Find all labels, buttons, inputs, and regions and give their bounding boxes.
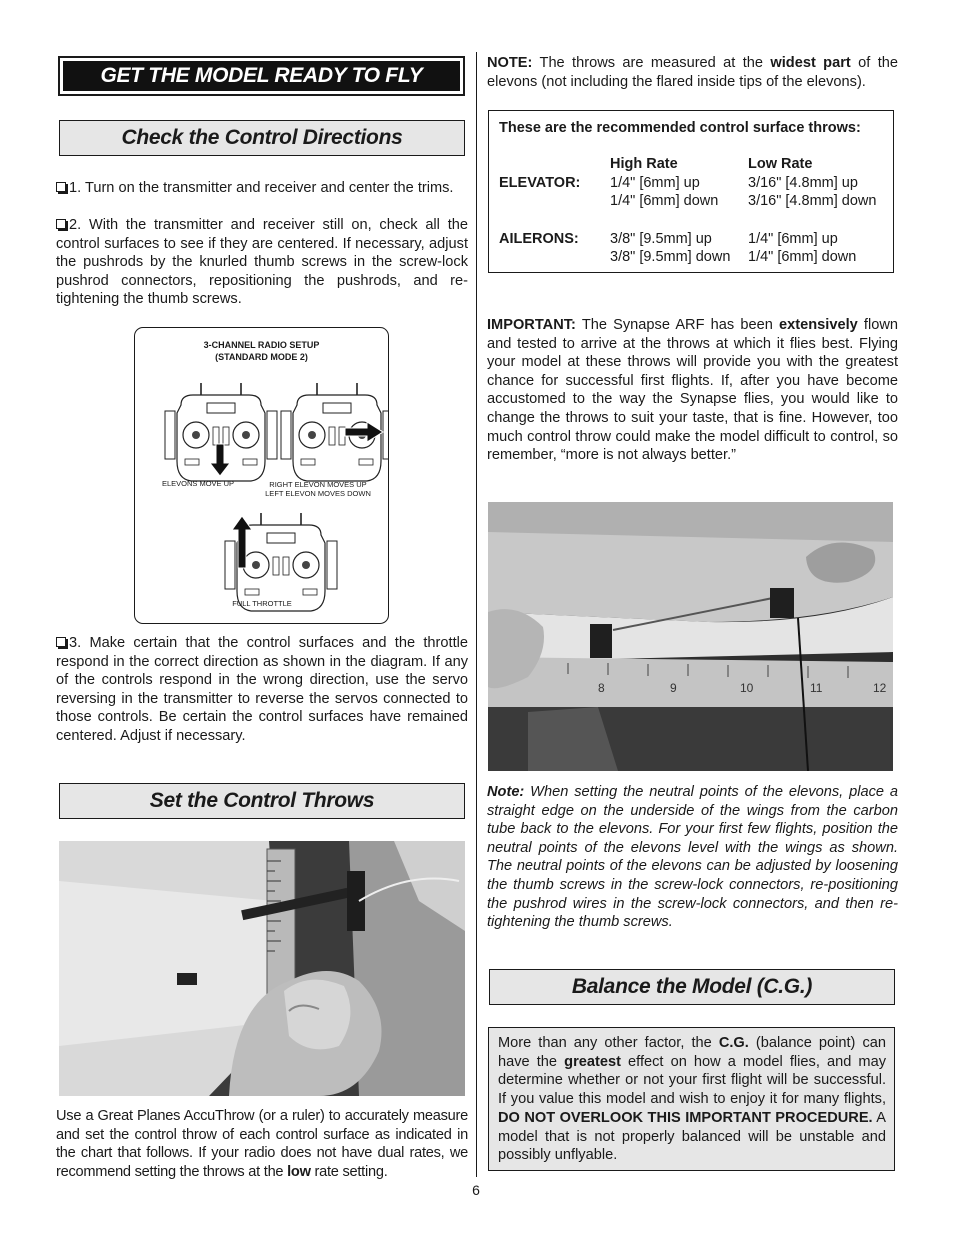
elevator-high-up: 1/4" [6mm] up xyxy=(610,175,700,191)
photo-note-text: When setting the neutral points of the elevons, place a straight edge on the underside of the wings from the carbon tube back to the elevons. For your first few flights, position the neutral points of the elevons level with the wings as shown. The neutral points of the elevons can be adjusted by loosening the thumb screws in the screw-lock connectors, re-positioning the pushrod wires in the screw-lock connectors, and then re-tightening the thumb screws. xyxy=(487,784,898,931)
throws-table xyxy=(488,110,894,273)
photo-note-paragraph xyxy=(487,783,898,932)
transmitter-illustrations xyxy=(135,328,388,623)
row-ailerons-name: AILERONS: xyxy=(499,231,579,247)
ailerons-low-up: 1/4" [6mm] up xyxy=(748,231,838,247)
note-text-end: of the elevons (not including the flared inside tips of the elevons). xyxy=(487,55,898,90)
important-paragraph xyxy=(487,316,898,465)
checkbox-icon[interactable] xyxy=(56,182,66,192)
ailerons-high-down: 3/8" [9.5mm] down xyxy=(610,249,731,265)
important-bold: extensively xyxy=(779,317,858,333)
col-high-rate: High Rate xyxy=(610,156,678,172)
row-elevator-name: ELEVATOR: xyxy=(499,175,581,191)
important-text: The Synapse ARF has been xyxy=(575,317,780,333)
diagram-title-line1: 3-CHANNEL RADIO SETUP xyxy=(203,340,320,350)
label-right-elevon xyxy=(257,480,379,498)
cg-bold: DO NOT OVERLOOK THIS IMPORTANT PROCEDURE. xyxy=(498,1109,873,1126)
accuthrow-photo xyxy=(59,841,465,1096)
step-1 xyxy=(56,179,468,198)
checkbox-icon[interactable] xyxy=(56,219,66,229)
cg-text: effect on how a model flies, and may determine whether or not your first flight will be successful. If you value this model and wish to enjoy it for many flights, xyxy=(498,1053,886,1108)
note-paragraph xyxy=(487,54,898,91)
label-full-throttle: FULL THROTTLE xyxy=(232,599,292,608)
wing-neutral-photo xyxy=(488,502,893,771)
ruler-number: 8 xyxy=(598,681,605,695)
cg-bold: C.G. xyxy=(718,1035,749,1051)
ruler-number: 10 xyxy=(740,681,754,695)
step-2 xyxy=(56,216,468,309)
set-throws-heading: Set the Control Throws xyxy=(59,783,465,819)
label-elevons-up: ELEVONS MOVE UP xyxy=(161,479,235,488)
note-text: The throws are measured at the xyxy=(532,55,771,71)
cg-text: A model that is not properly balanced will be unstable and possibly unflyable. xyxy=(498,1109,886,1164)
label-right-line2: LEFT ELEVON MOVES DOWN xyxy=(265,489,371,498)
elevator-low-down: 3/16" [4.8mm] down xyxy=(748,193,877,209)
main-banner-title: GET THE MODEL READY TO FLY xyxy=(63,61,460,91)
main-banner xyxy=(58,56,465,96)
throws-table-caption: These are the recommended control surface throws: xyxy=(499,120,861,136)
label-right-line1: RIGHT ELEVON MOVES UP xyxy=(269,480,367,489)
diagram-title-line2: (STANDARD MODE 2) xyxy=(215,352,308,362)
accuthrow-paragraph xyxy=(56,1107,468,1181)
accuthrow-text-end: rate setting. xyxy=(310,1163,388,1180)
balance-heading: Balance the Model (C.G.) xyxy=(489,969,895,1005)
note-label: NOTE: xyxy=(487,55,533,71)
cg-bold: greatest xyxy=(564,1053,621,1070)
accuthrow-bold: low xyxy=(287,1163,311,1180)
important-text-end: flown and tested to arrive at the throws at which it flies best. Flying your model at these throws will provide you with the greatest chance for successful first flights. If, after you have become accustomed to the way the Synapse flies, you would like to change the throws to suit your taste, that is fine. However, too much control throw could make the model difficult to control, so remember, “more is not always better.” xyxy=(487,317,898,464)
step-2-text: 2. With the transmitter and receiver still on, check all the control surfaces to see if they are centered. If necessary, adjust the pushrods by the knurled thumb screws in the screw-lock pushrod connectors, repositioning the pushrods, and re-tightening the thumb screws. xyxy=(56,217,468,308)
elevator-low-up: 3/16" [4.8mm] up xyxy=(748,175,858,191)
ailerons-low-down: 1/4" [6mm] down xyxy=(748,249,857,265)
step-3-text: 3. Make certain that the control surfaces and the throttle respond in the correct direction as shown in the diagram. If any of the controls respond in the wrong direction, use the servo reversing in the transmitter to reverse the servos connected to those controls. Be certain the control surfaces have remained centered. Adjust if necessary. xyxy=(56,635,468,744)
elevator-high-down: 1/4" [6mm] down xyxy=(610,193,719,209)
cg-text: (balance point) can have the xyxy=(498,1035,886,1070)
radio-setup-diagram xyxy=(134,327,389,624)
page-number: 6 xyxy=(472,1182,480,1198)
checkbox-icon[interactable] xyxy=(56,637,66,647)
step-3 xyxy=(56,634,468,746)
accuthrow-text: Use a Great Planes AccuThrow (or a ruler) to accurately measure and set the control throw of each control surface as indicated in the chart that follows. If your radio does not have dual rates, we recommend setting the throws at the xyxy=(56,1108,468,1180)
important-label: IMPORTANT: xyxy=(487,317,576,333)
ruler-number: 12 xyxy=(873,681,887,695)
note-bold: widest part xyxy=(770,55,851,71)
ruler-number: 9 xyxy=(670,681,677,695)
ailerons-high-up: 3/8" [9.5mm] up xyxy=(610,231,712,247)
ruler-number: 11 xyxy=(810,681,823,695)
step-1-text: 1. Turn on the transmitter and receiver and center the trims. xyxy=(69,180,454,196)
col-low-rate: Low Rate xyxy=(748,156,813,172)
column-divider xyxy=(476,52,477,1177)
cg-callout-box xyxy=(488,1027,895,1171)
photo-note-label: Note: xyxy=(487,784,525,800)
cg-text: More than any other factor, the xyxy=(498,1035,719,1051)
check-directions-heading: Check the Control Directions xyxy=(59,120,465,156)
